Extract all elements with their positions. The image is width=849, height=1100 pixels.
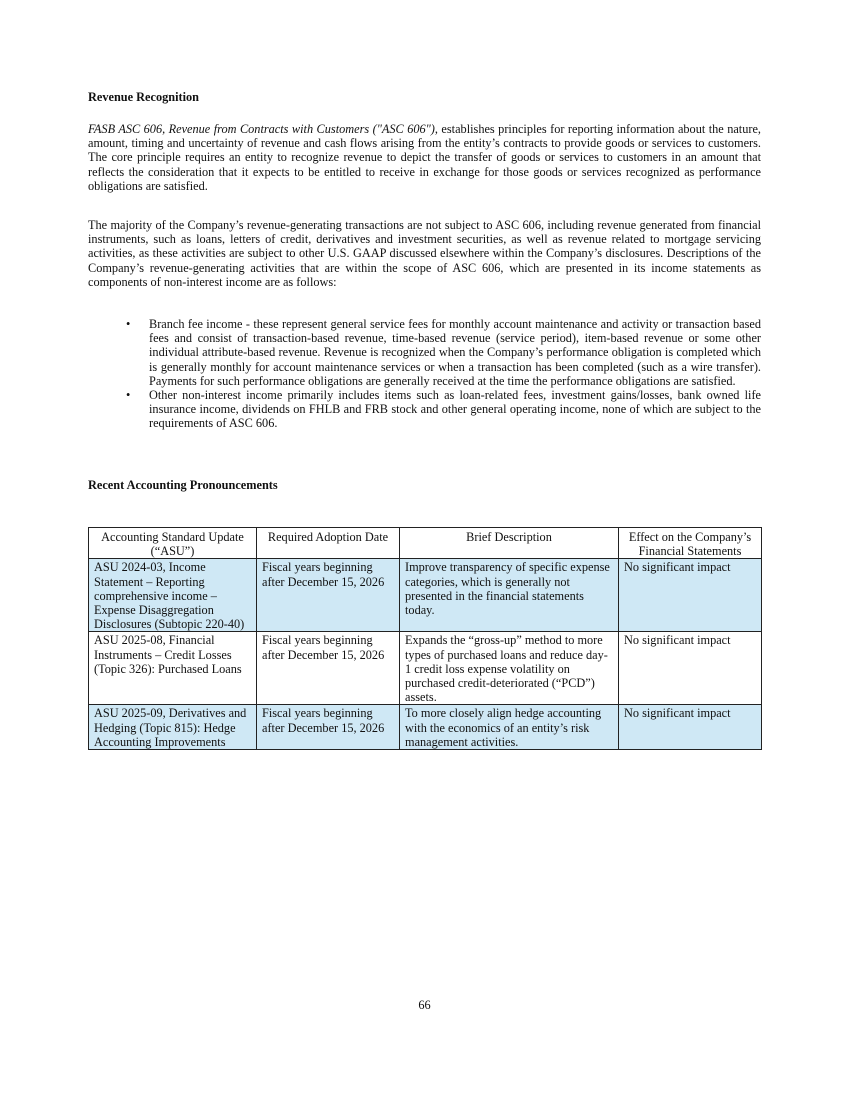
table-row [89,632,762,705]
table-header-row [89,528,762,559]
cell-effect: No significant impact [619,705,762,750]
column-header-description: Brief Description [400,528,619,559]
cell-description: Expands the “gross-up” method to more types of purchased loans and reduce day-1 credit loss expense volatility on purchased credit-deteriorated (“PCD”) assets. [400,632,619,705]
asc606-title: FASB ASC 606, Revenue from Contracts with Customers ("ASC 606") [88,122,435,136]
cell-asu: ASU 2024-03, Income Statement – Reporting comprehensive income – Expense Disaggregation Disclosures (Subtopic 220-40) [89,559,257,632]
column-header-adoption-date: Required Adoption Date [257,528,400,559]
section-heading-recent-pronouncements: Recent Accounting Pronouncements [88,478,278,492]
cell-date: Fiscal years beginning after December 15, 2026 [257,559,400,632]
cell-description: To more closely align hedge accounting with the economics of an entity’s risk management activities. [400,705,619,750]
list-item: • Other non-interest income primarily includes items such as loan-related fees, investment gains/losses, bank owned life insurance income, dividends on FHLB and FRB stock and other general operating income, none of which are subject to the requirements of ASC 606. [126,388,761,431]
revenue-activities-list [88,317,761,431]
pronouncements-table [88,527,762,750]
cell-date: Fiscal years beginning after December 15, 2026 [257,632,400,705]
list-item: • Branch fee income - these represent general service fees for monthly account maintenance and activity or transaction based fees and consist of transaction-based revenue, time-based revenue (service period), item-based revenue or some other individual attribute-based revenue. Revenue is recognized when the Company’s performance obligation is completed which is generally monthly for account maintenance services or when a transaction has been completed (such as a wire transfer). Payments for such performance obligations are generally received at the time the performance obligations are satisfied. [126,317,761,388]
asc606-intro-text: , establishes principles for reporting information about the nature, amount, timing and uncertainty of revenue and cash flows arising from the entity’s contracts to provide goods or services to customers. The core principle requires an entity to recognize revenue to depict the transfer of goods or services to customers in an amount that reflects the consideration that it expects to be entitled to receive in exchange for those goods or services recognized as performance obligations are satisfied. [88,122,762,193]
table-row [89,705,762,750]
bullet-glyph: • [126,388,131,403]
paragraph-revenue-scope: The majority of the Company’s revenue-generating transactions are not subject to ASC 606, including revenue generated from financial instruments, such as loans, letters of credit, derivatives and investment securities, as well as revenue related to mortgage servicing activities, as these activities are subject to other U.S. GAAP discussed elsewhere within the Company’s disclosures. Descriptions of the Company’s revenue-generating activities that are within the scope of ASC 606, which are presented in its income statements as components of non-interest income are as follows: [88,218,761,289]
page-number: 66 [418,998,431,1012]
bullet-glyph: • [126,317,131,331]
cell-date: Fiscal years beginning after December 15, 2026 [257,705,400,750]
paragraph-asc606-intro [88,122,761,193]
table-row [89,559,762,632]
section-heading-revenue-recognition: Revenue Recognition [88,90,200,104]
cell-effect: No significant impact [619,559,762,632]
cell-asu: ASU 2025-08, Financial Instruments – Credit Losses (Topic 326): Purchased Loans [89,632,257,705]
column-header-asu: Accounting Standard Update (“ASU”) [89,528,257,559]
column-header-effect: Effect on the Company’s Financial Statements [619,528,762,559]
cell-asu: ASU 2025-09, Derivatives and Hedging (Topic 815): Hedge Accounting Improvements [89,705,257,750]
cell-effect: No significant impact [619,632,762,705]
cell-description: Improve transparency of specific expense categories, which is generally not presented in the financial statements today. [400,559,619,632]
